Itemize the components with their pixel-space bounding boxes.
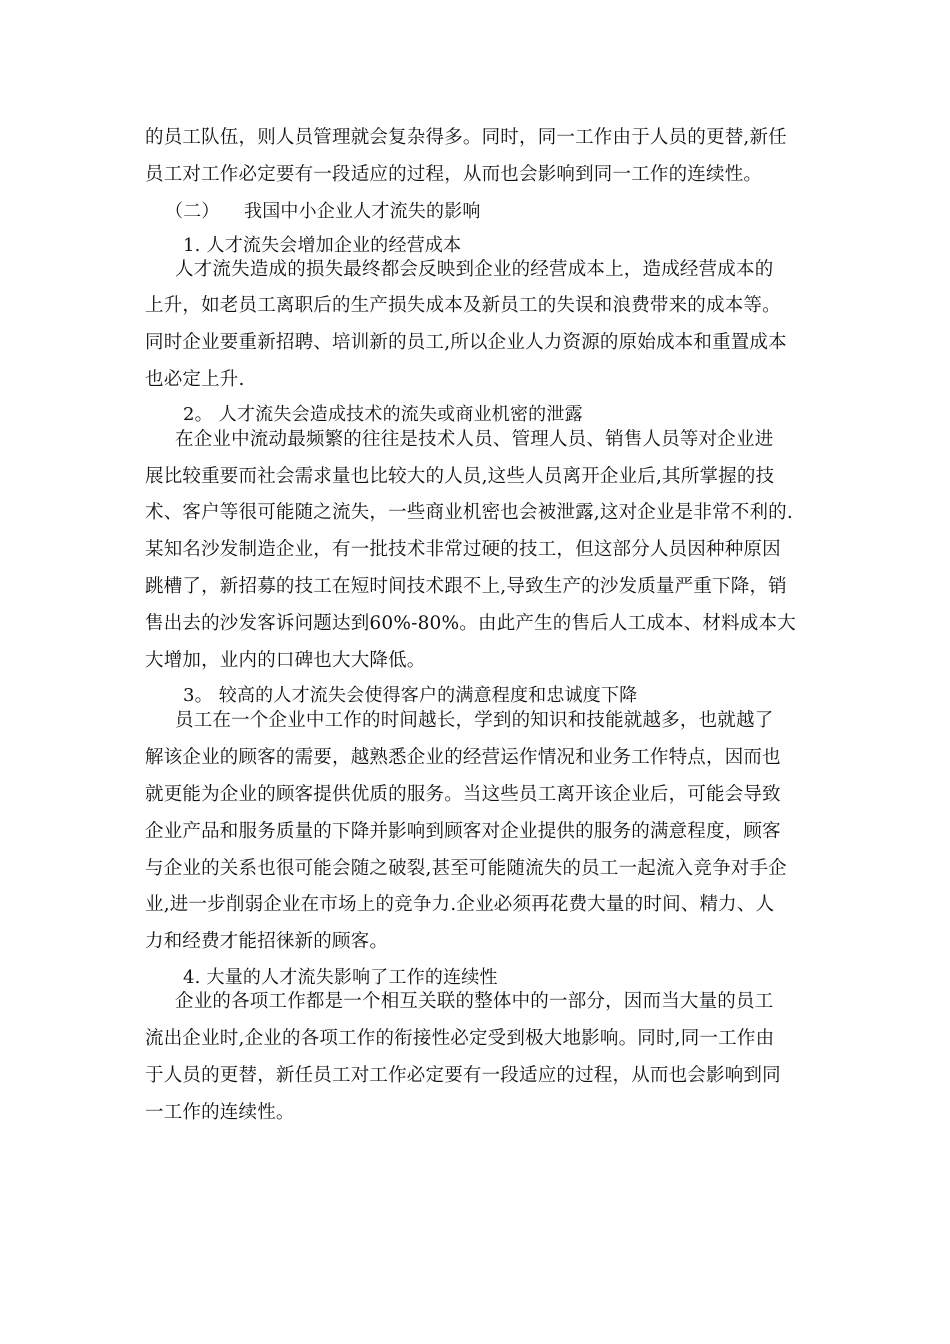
item-2-heading: 2。 人才流失会造成技术的流失或商业机密的泄露 bbox=[183, 404, 583, 425]
item-3-line-4: 企业产品和服务质量的下降并影响到顾客对企业提供的服务的满意程度，顾客 bbox=[145, 821, 781, 842]
section-title: 我国中小企业人才流失的影响 bbox=[244, 201, 481, 222]
item-4-heading: 4. 大量的人才流失影响了工作的连续性 bbox=[183, 967, 498, 988]
item-3-line-3: 就更能为企业的顾客提供优质的服务。当这些员工离开该企业后，可能会导致 bbox=[145, 784, 781, 805]
item-2-line-5: 跳槽了，新招募的技工在短时间技术跟不上,导致生产的沙发质量严重下降，销 bbox=[145, 576, 787, 597]
section-number: （二） bbox=[165, 201, 220, 222]
item-1-heading: 1. 人才流失会增加企业的经营成本 bbox=[183, 235, 462, 256]
item-3-line-5: 与企业的关系也很可能会随之破裂,甚至可能随流失的员工一起流入竞争对手企 bbox=[145, 858, 787, 879]
item-4-line-4: 一工作的连续性。 bbox=[145, 1102, 295, 1123]
item-2-line-1: 在企业中流动最频繁的往往是技术人员、管理人员、销售人员等对企业进 bbox=[175, 429, 774, 450]
item-1-line-1: 人才流失造成的损失最终都会反映到企业的经营成本上，造成经营成本的 bbox=[175, 259, 774, 280]
intro-line-1: 的员工队伍，则人员管理就会复杂得多。同时，同一工作由于人员的更替,新任 bbox=[145, 127, 787, 148]
item-1-line-3: 同时企业要重新招聘、培训新的员工,所以企业人力资源的原始成本和重置成本 bbox=[145, 332, 787, 353]
item-2-line-2: 展比较重要而社会需求量也比较大的人员,这些人员离开企业后,其所掌握的技 bbox=[145, 466, 775, 487]
item-3-line-1: 员工在一个企业中工作的时间越长，学到的知识和技能就越多，也就越了 bbox=[175, 710, 774, 731]
item-2-line-6: 售出去的沙发客诉问题达到60%-80%。由此产生的售后人工成本、材料成本大 bbox=[145, 613, 796, 634]
item-1-line-4: 也必定上升. bbox=[145, 369, 245, 390]
item-2-line-7: 大增加，业内的口碑也大大降低。 bbox=[145, 650, 426, 671]
item-4-line-2: 流出企业时,企业的各项工作的衔接性必定受到极大地影响。同时,同一工作由 bbox=[145, 1028, 775, 1049]
item-1-line-2: 上升，如老员工离职后的生产损失成本及新员工的失误和浪费带来的成本等。 bbox=[145, 295, 781, 316]
item-2-line-4: 某知名沙发制造企业，有一批技术非常过硬的技工，但这部分人员因种种原因 bbox=[145, 539, 781, 560]
item-3-line-2: 解该企业的顾客的需要，越熟悉企业的经营运作情况和业务工作特点，因而也 bbox=[145, 747, 781, 768]
item-3-heading: 3。 较高的人才流失会使得客户的满意程度和忠诚度下降 bbox=[183, 685, 638, 706]
item-4-line-3: 于人员的更替，新任员工对工作必定要有一段适应的过程，从而也会影响到同 bbox=[145, 1065, 781, 1086]
item-3-line-7: 力和经费才能招徕新的顾客。 bbox=[145, 931, 389, 952]
item-4-line-1: 企业的各项工作都是一个相互关联的整体中的一部分，因而当大量的员工 bbox=[175, 991, 774, 1012]
intro-line-2: 员工对工作必定要有一段适应的过程，从而也会影响到同一工作的连续性。 bbox=[145, 164, 763, 185]
item-2-line-3: 术、客户等很可能随之流失，一些商业机密也会被泄露,这对企业是非常不利的. bbox=[145, 502, 793, 523]
item-3-line-6: 业,进一步削弱企业在市场上的竞争力.企业必须再花费大量的时间、精力、人 bbox=[145, 894, 775, 915]
